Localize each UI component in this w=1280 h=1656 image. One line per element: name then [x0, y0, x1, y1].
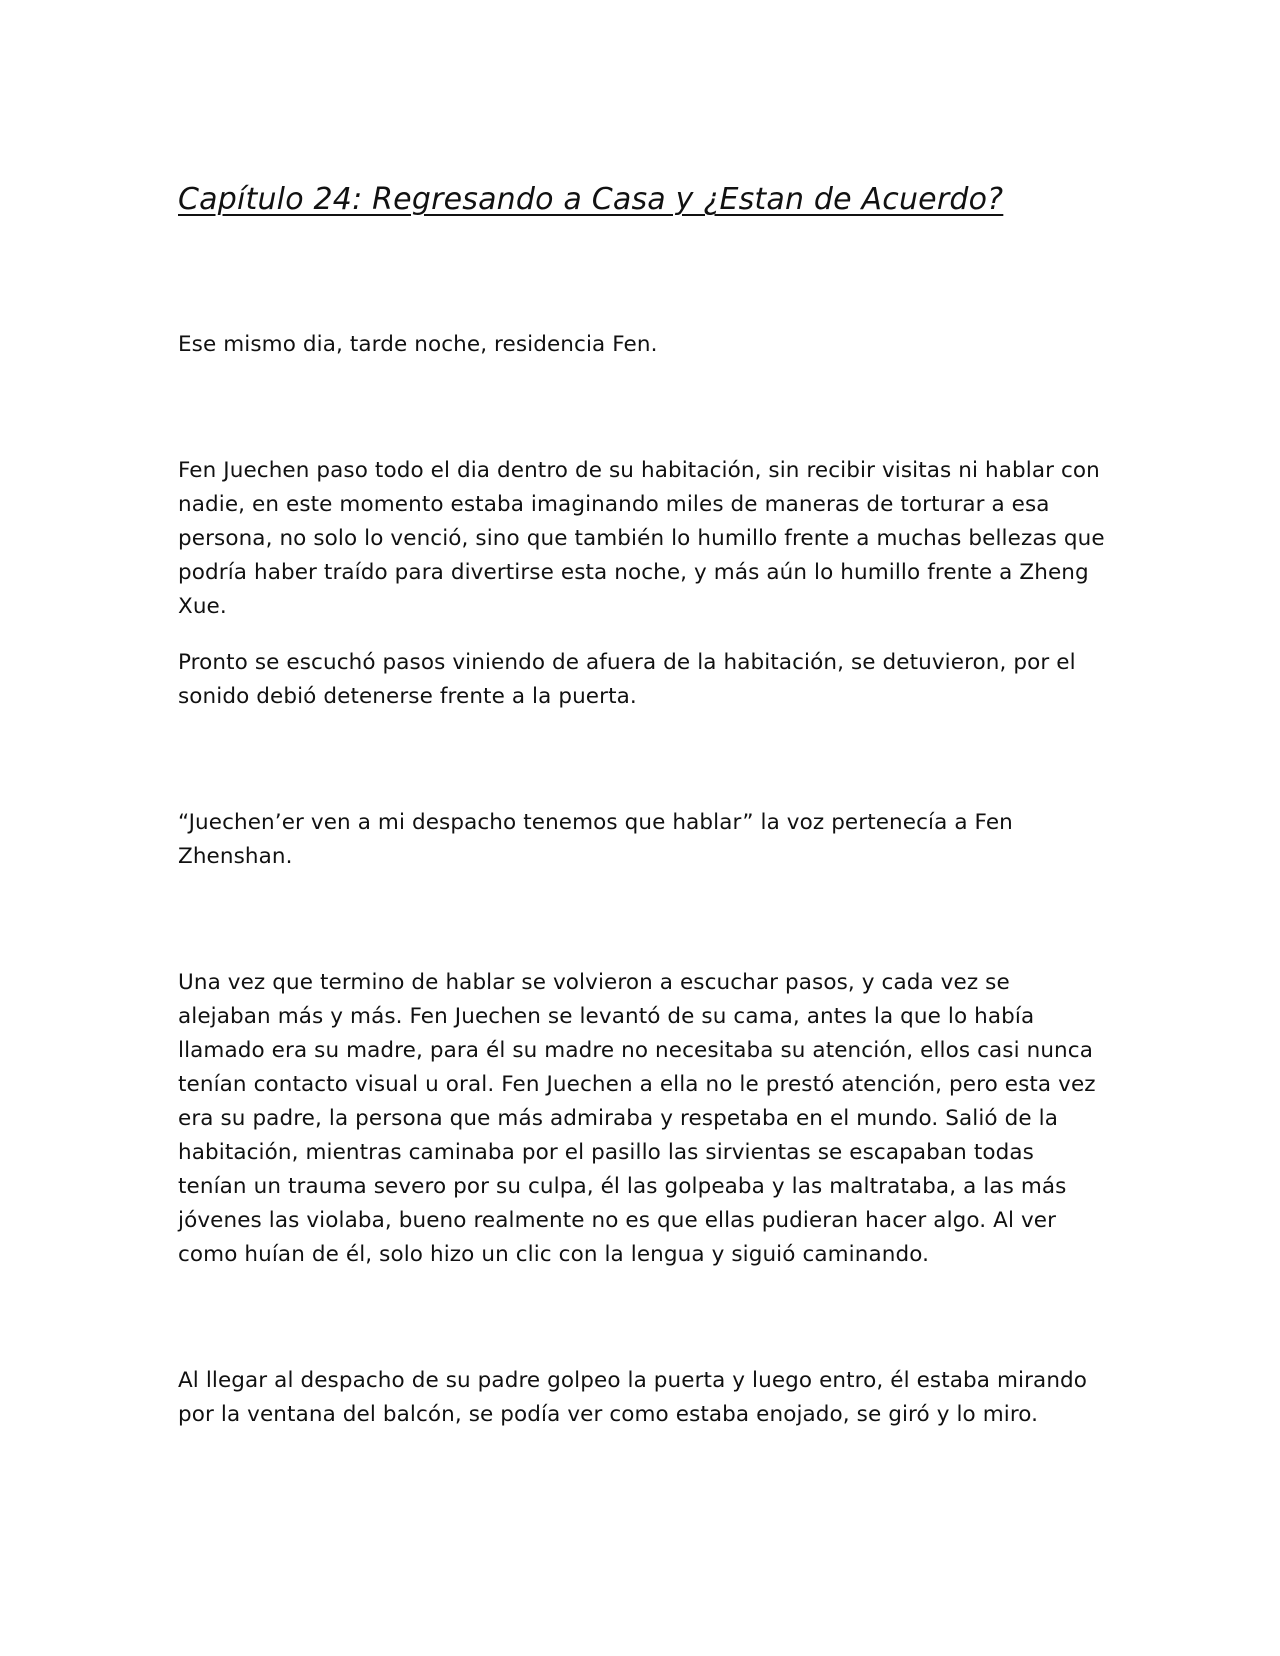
paragraph: Al llegar al despacho de su padre golpeo la puerta y luego entro, él estaba mirando por la ventana del balcón, se podía ver como estaba enojado, se giró y lo miro.	[178, 1368, 1088, 1427]
paragraph-dialogue: “Juechen’er ven a mi despacho tenemos que hablar” la voz pertenecía a Fen Zhenshan.	[178, 810, 1013, 869]
chapter-title: Capítulo 24: Regresando a Casa y ¿Estan de Acuerdo?	[178, 182, 1004, 217]
paragraph: Fen Juechen paso todo el dia dentro de su habitación, sin recibir visitas ni hablar con nadie, en este momento estaba imaginando miles de maneras de torturar a esa persona, no solo lo venció, sino que también lo humillo frente a muchas bellezas que podría haber traído para divertirse esta noche, y más aún lo humillo frente a Zheng Xue.	[178, 458, 1105, 619]
document-body	[178, 178, 1106, 1432]
paragraph-scene-heading: Ese mismo dia, tarde noche, residencia Fen.	[178, 332, 658, 357]
paragraph: Una vez que termino de hablar se volvieron a escuchar pasos, y cada vez se alejaban más y más. Fen Juechen se levantó de su cama, antes la que lo había llamado era su madre, para él su madre no necesitaba su atención, ellos casi nunca tenían contacto visual u oral. Fen Juechen a ella no le prestó atención, pero esta vez era su padre, la persona que más admiraba y respetaba en el mundo. Salió de la habitación, mientras caminaba por el pasillo las sirvientas se escapaban todas tenían un trauma severo por su culpa, él las golpeaba y las maltrataba, a las más jóvenes las violaba, bueno realmente no es que ellas pudieran hacer algo. Al ver como huían de él, solo hizo un clic con la lengua y siguió caminando.	[178, 970, 1096, 1267]
paragraph: Pronto se escuchó pasos viniendo de afuera de la habitación, se detuvieron, por el sonido debió detenerse frente a la puerta.	[178, 650, 1076, 709]
